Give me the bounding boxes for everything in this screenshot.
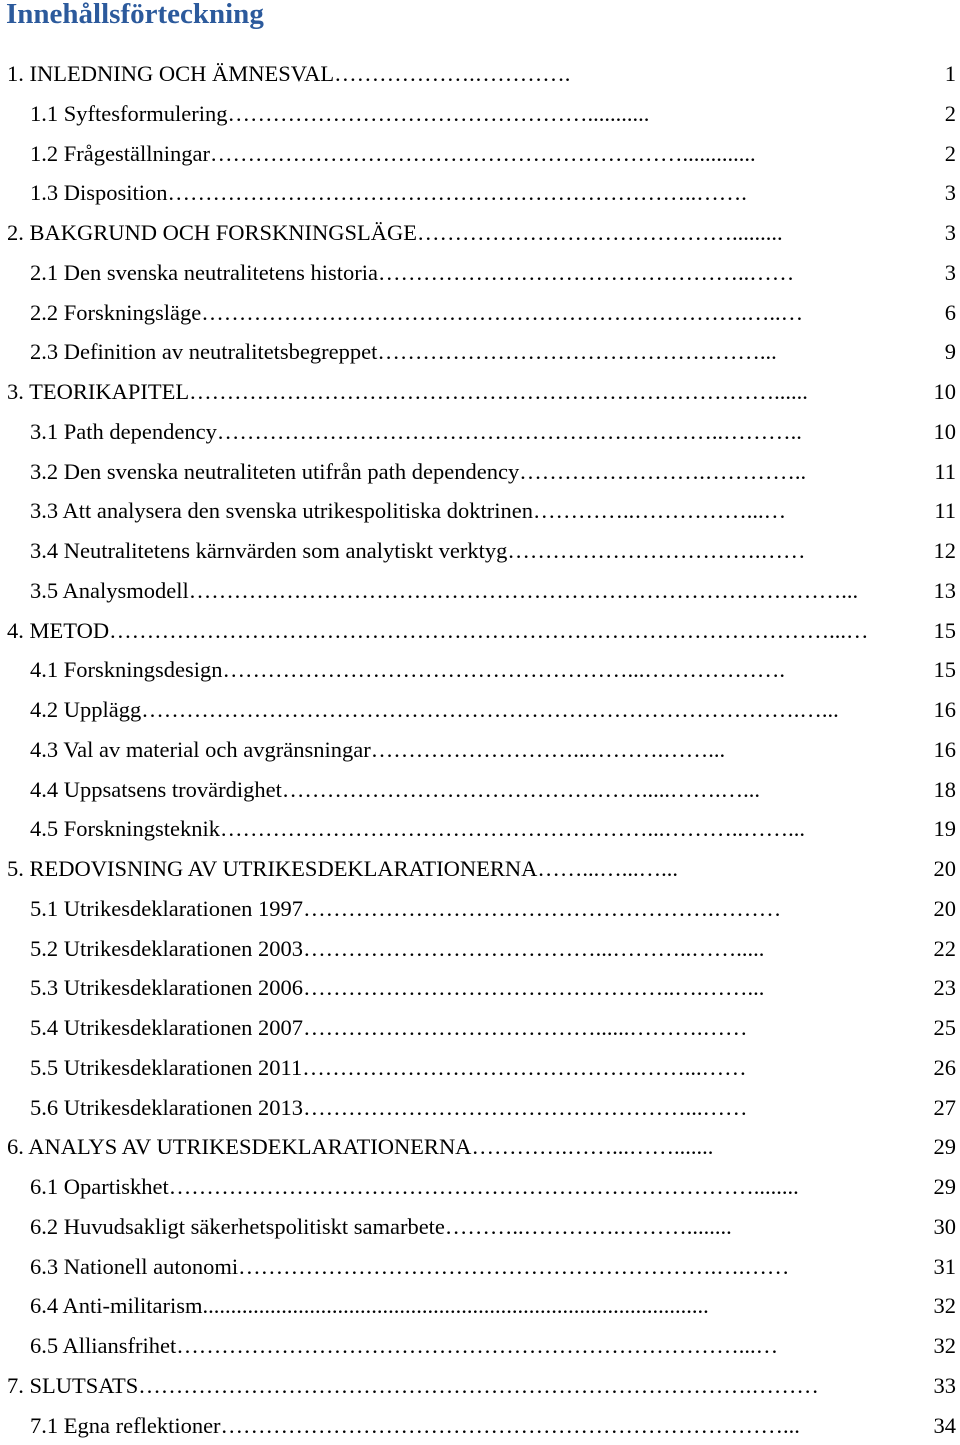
toc-entry[interactable] [0,690,960,730]
toc-entry-title: 5.1 Utrikesdeklarationen 1997 [30,889,303,929]
toc-page-number: 12 [934,531,957,571]
toc-entry-title: 2.3 Definition av neutralitetsbegreppet [30,332,377,372]
toc-page-number: 32 [934,1326,957,1366]
toc-entry-title: 4. METOD [7,611,109,651]
toc-leader-dots: ……………………………………………………………………………………...… [109,611,933,651]
toc-entry-title: 6.1 Opartiskhet [30,1167,169,1207]
toc-leader-dots: ………………………………………………………............. [210,134,945,174]
toc-entry[interactable] [0,1286,960,1326]
toc-entry[interactable] [0,929,960,969]
toc-page-number: 29 [934,1167,957,1207]
toc-entry-title: 5.3 Utrikesdeklarationen 2006 [30,968,303,1008]
toc-page-number: 15 [934,611,957,651]
toc-entry[interactable] [0,889,960,929]
toc-entry-title: 3.2 Den svenska neutraliteten utifrån path dependency [30,452,519,492]
toc-leader-dots: …………………………………………..…… [378,253,945,293]
toc-entry[interactable] [0,1088,960,1128]
toc-entry-title: 1.2 Frågeställningar [30,134,210,174]
toc-leader-dots: ……………………………………………………….….…… [238,1247,933,1287]
toc-page-number: 1 [945,54,956,94]
toc-leader-dots: ……...…...…... [537,849,933,889]
toc-page-number: 20 [934,849,957,889]
toc-leader-dots: ……………………………………………...…… [302,1048,933,1088]
toc-leader-dots: …………………………………………………………..……….. [217,412,934,452]
toc-page-number: 16 [934,690,957,730]
toc-entry[interactable] [0,1207,960,1247]
toc-leader-dots: ……………………………………………………………………….……… [138,1366,933,1406]
toc-entry[interactable] [0,1326,960,1366]
toc-leader-dots: …………………………………………………………………………….…... [141,690,933,730]
toc-leader-dots: …………………………………………………………………...… [176,1326,933,1366]
toc-entry[interactable] [0,1008,960,1048]
toc-entry-title: 6.3 Nationell autonomi [30,1247,238,1287]
toc-page-number: 6 [945,293,956,333]
toc-entry[interactable] [0,253,960,293]
toc-leader-dots: ……………………………………………………………………...... [189,372,933,412]
toc-entry-title: 4.2 Upplägg [30,690,141,730]
toc-leader-dots: ……………………………………………………………….…..… [201,293,945,333]
toc-page-number: 9 [945,332,956,372]
toc-page-number: 15 [934,650,957,690]
toc-page-number: 3 [945,173,956,213]
toc-entry-title: 7.1 Egna reflektioner [30,1406,221,1445]
toc-entry-title: 5.2 Utrikesdeklarationen 2003 [30,929,303,969]
toc-page-number: 11 [934,452,956,492]
toc-leader-dots: .......................................................................................... [203,1286,934,1326]
toc-page-number: 3 [945,213,956,253]
toc-leader-dots: …………………….………….. [519,452,934,492]
toc-leader-dots: ……………………………………………...…… [303,1088,933,1128]
toc-page-number: 26 [934,1048,957,1088]
toc-entry[interactable] [0,849,960,889]
toc-entry-title: 6.4 Anti-militarism [30,1286,203,1326]
toc-entry[interactable] [0,809,960,849]
toc-entry[interactable] [0,1366,960,1406]
toc-entry[interactable] [0,611,960,651]
toc-entry[interactable] [0,491,960,531]
toc-entry-title: 2.1 Den svenska neutralitetens historia [30,253,378,293]
toc-page-number: 2 [945,134,956,174]
toc-entry[interactable] [0,54,960,94]
toc-entry-title: 3.1 Path dependency [30,412,217,452]
toc-leader-dots: ……………………………………………………………..……. [168,173,945,213]
toc-page-number: 16 [934,730,957,770]
toc-leader-dots: …………………………………………………………………... [221,1406,934,1445]
toc-leader-dots: ……………….…………. [334,54,945,94]
toc-entry-title: 5. REDOVISNING AV UTRIKESDEKLARATIONERNA [7,849,537,889]
toc-entry[interactable] [0,1406,960,1445]
toc-page-number: 20 [934,889,957,929]
toc-page-number: 25 [934,1008,957,1048]
toc-page-number: 10 [934,372,957,412]
toc-entry-title: 6. ANALYS AV UTRIKESDEKLARATIONERNA [7,1127,471,1167]
toc-entry[interactable] [0,173,960,213]
toc-entry[interactable] [0,452,960,492]
toc-page-number: 33 [934,1366,957,1406]
toc-entry[interactable] [0,968,960,1008]
toc-leader-dots: …………………………………………..….……... [303,968,933,1008]
toc-page-number: 34 [934,1406,957,1445]
toc-page-number: 13 [934,571,957,611]
toc-page-number: 2 [945,94,956,134]
toc-leader-dots: ……………………………………………………………………........ [169,1167,934,1207]
toc-page-number: 32 [934,1286,957,1326]
toc-leader-dots: ………..………….………........ [445,1207,934,1247]
toc-entry-title: 4.4 Uppsatsens trovärdighet [30,770,282,810]
toc-leader-dots: …………………………………......……….…… [303,1008,933,1048]
toc-entry-title: 5.6 Utrikesdeklarationen 2013 [30,1088,303,1128]
toc-entry[interactable] [0,571,960,611]
toc-leader-dots: …………..……………...… [533,491,934,531]
toc-leader-dots: …………………………….…… [507,531,933,571]
toc-page-number: 18 [934,770,957,810]
toc-entry-title: 5.5 Utrikesdeklarationen 2011 [30,1048,302,1088]
toc-entry-title: 4.1 Forskningsdesign [30,650,223,690]
toc-page-number: 11 [934,491,956,531]
toc-entry-title: 3.5 Analysmodell [30,571,189,611]
toc-entry[interactable] [0,1167,960,1207]
toc-entry-title: 6.5 Alliansfrihet [30,1326,176,1366]
toc-entry[interactable] [0,1247,960,1287]
toc-leader-dots: ………….……...……....... [471,1127,933,1167]
toc-entry[interactable] [0,1127,960,1167]
toc-page-number: 27 [934,1088,957,1128]
toc-entry-title: 3.3 Att analysera den svenska utrikespolitiska doktrinen [30,491,533,531]
toc-entry[interactable] [0,412,960,452]
toc-entry-title: 1. INLEDNING OCH ÄMNESVAL [7,54,334,94]
toc-entry-title: 2. BAKGRUND OCH FORSKNINGSLÄGE [7,213,417,253]
toc-entry-title: 3.4 Neutralitetens kärnvärden som analytiskt verktyg [30,531,507,571]
toc-leader-dots: ………………………………………………...………………. [223,650,934,690]
toc-leader-dots: …………………………………………………...………..……... [220,809,933,849]
toc-entry[interactable] [0,94,960,134]
toc-entry[interactable] [0,1048,960,1088]
toc-entry-title: 1.1 Syftesformulering [30,94,227,134]
toc-entry-title: 2.2 Forskningsläge [30,293,201,333]
toc-entry[interactable] [0,293,960,333]
toc-leader-dots: ……………………………………......... [417,213,945,253]
toc-entry-title: 4.5 Forskningsteknik [30,809,220,849]
toc-leader-dots: ………………………………………….....…….…... [282,770,934,810]
toc-heading: Innehållsförteckning [6,0,264,31]
toc-page-number: 29 [934,1127,957,1167]
toc-entry-title: 7. SLUTSATS [7,1366,138,1406]
toc-entry[interactable] [0,650,960,690]
toc-leader-dots: ……………………………………………... [377,332,944,372]
toc-page-number: 31 [934,1247,957,1287]
toc-page-number: 3 [945,253,956,293]
toc-page-number: 22 [934,929,957,969]
toc-page-number: 19 [934,809,957,849]
toc-entry[interactable] [0,372,960,412]
toc-entry[interactable] [0,531,960,571]
toc-entry[interactable] [0,213,960,253]
toc-leader-dots: …………………………………………........... [227,94,944,134]
toc-entry[interactable] [0,332,960,372]
toc-entry[interactable] [0,730,960,770]
toc-entry-title: 5.4 Utrikesdeklarationen 2007 [30,1008,303,1048]
toc-entry-title: 4.3 Val av material och avgränsningar [30,730,371,770]
toc-page-number: 10 [934,412,957,452]
toc-leader-dots: ………………………...……….……... [371,730,934,770]
table-of-contents [0,54,960,1445]
toc-leader-dots: ……………………………………………………………………………... [189,571,934,611]
toc-leader-dots: ……………………………………………….……… [303,889,933,929]
toc-entry-title: 6.2 Huvudsakligt säkerhetspolitiskt samarbete [30,1207,445,1247]
toc-entry-title: 3. TEORIKAPITEL [7,372,189,412]
toc-entry[interactable] [0,134,960,174]
toc-leader-dots: …………………………………...………..……..... [303,929,933,969]
toc-entry[interactable] [0,770,960,810]
toc-page-number: 23 [934,968,957,1008]
toc-page-number: 30 [934,1207,957,1247]
toc-entry-title: 1.3 Disposition [30,173,168,213]
